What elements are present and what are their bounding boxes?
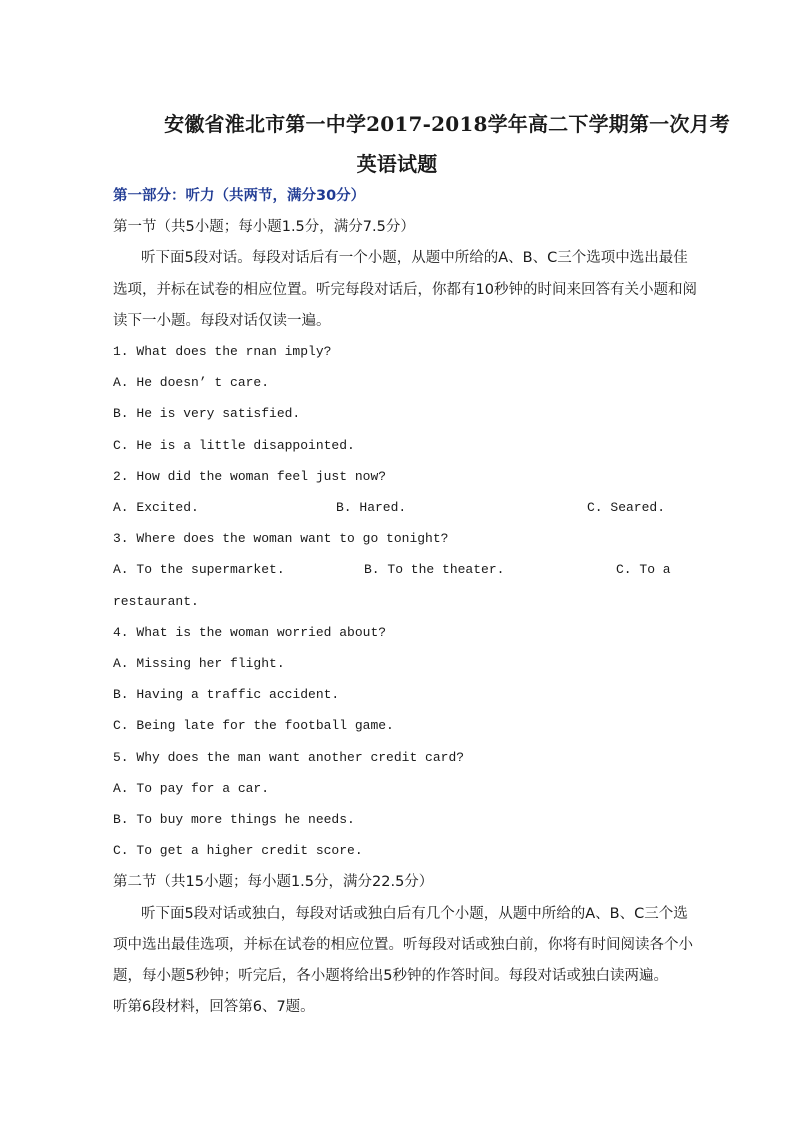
section1-instruction-line: 选项，并标在试卷的相应位置。听完每段对话后，你都有10秒钟的时间来回答有关小题和阅 xyxy=(113,282,697,298)
question-5: 5. Why does the man want another credit card? xyxy=(113,750,465,765)
question-5-option-a: A. To pay for a car. xyxy=(113,781,270,796)
question-1-option-a: A. He doesn’ t care. xyxy=(113,375,270,390)
question-3-option-a: A. To the supermarket. xyxy=(113,562,285,577)
section2-instruction-line: 项中选出最佳选项，并标在试卷的相应位置。听每段对话或独白前，你将有时间阅读各个小 xyxy=(113,937,693,953)
question-5-option-c: C. To get a higher credit score. xyxy=(113,843,363,858)
section2-instruction-line: 题，每小题5秒钟；听完后，各小题将给出5秒钟的作答时间。每段对话或独白读两遍。 xyxy=(113,968,668,984)
question-3-option-b: B. To the theater. xyxy=(364,562,505,577)
exam-title: 安徽省淮北市第一中学2017-2018学年高二下学期第一次月考 xyxy=(164,112,730,136)
question-3: 3. Where does the woman want to go tonight? xyxy=(113,531,449,546)
question-3-option-c: C. To a xyxy=(616,562,671,577)
question-3-options xyxy=(113,560,683,580)
question-1-option-c: C. He is a little disappointed. xyxy=(113,438,355,453)
question-4: 4. What is the woman worried about? xyxy=(113,625,387,640)
section1-heading: 第一节（共5小题；每小题1.5分，满分7.5分） xyxy=(113,219,415,235)
material-note: 听第6段材料，回答第6、7题。 xyxy=(113,999,315,1015)
question-4-option-c: C. Being late for the football game. xyxy=(113,718,394,733)
question-2-option-c: C. Seared. xyxy=(587,500,666,515)
section2-heading: 第二节（共15小题；每小题1.5分，满分22.5分） xyxy=(113,874,434,890)
question-2-option-b: B. Hared. xyxy=(336,500,407,515)
section2-instruction-line: 听下面5段对话或独白，每段对话或独白后有几个小题，从题中所给的A、B、C三个选 xyxy=(141,906,688,922)
question-1-option-b: B. He is very satisfied. xyxy=(113,406,301,421)
section1-instruction-line: 听下面5段对话。每段对话后有一个小题，从题中所给的A、B、C三个选项中选出最佳 xyxy=(141,250,688,266)
question-1: 1. What does the rnan imply? xyxy=(113,344,332,359)
question-2-option-a: A. Excited. xyxy=(113,500,199,515)
question-5-option-b: B. To buy more things he needs. xyxy=(113,812,355,827)
exam-subject-title: 英语试题 xyxy=(356,152,438,176)
question-4-option-a: A. Missing her flight. xyxy=(113,656,285,671)
section1-instruction-line: 读下一小题。每段对话仅读一遍。 xyxy=(113,313,331,329)
question-2: 2. How did the woman feel just now? xyxy=(113,469,387,484)
question-2-options xyxy=(113,498,683,518)
question-4-option-b: B. Having a traffic accident. xyxy=(113,687,340,702)
question-3-option-c-continued: restaurant. xyxy=(113,594,199,609)
part1-heading: 第一部分：听力（共两节，满分30分） xyxy=(113,188,366,204)
